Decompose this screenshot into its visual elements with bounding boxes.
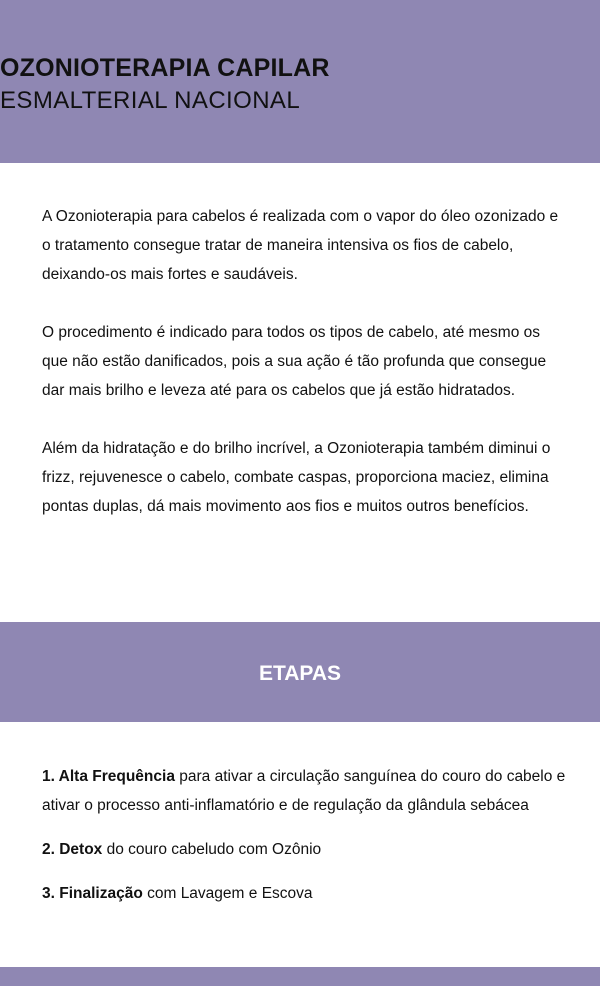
step-item-1 <box>42 762 570 820</box>
footer-banner <box>0 967 600 986</box>
step-text-1: para ativar a circulação sanguínea do couro do cabelo e ativar o processo anti-inflamatório e de regulação da glândula sebácea <box>42 768 566 814</box>
page-title: OZONIOTERAPIA CAPILAR <box>0 54 330 82</box>
step-label-2: 2. Detox <box>42 841 103 858</box>
intro-paragraph-2: O procedimento é indicado para todos os tipos de cabelo, até mesmo os que não estão danificados, pois a sua ação é tão profunda que consegue dar mais brilho e leveza até para os cabelos que já estão hidratados. <box>42 324 547 399</box>
intro-paragraph-3: Além da hidratação e do brilho incrível, a Ozonioterapia também diminui o frizz, rejuvenesce o cabelo, combate caspas, proporciona maciez, elimina pontas duplas, dá mais movimento aos fios e muitos outros benefícios. <box>42 440 551 515</box>
etapas-title: ETAPAS <box>258 662 342 685</box>
intro-section <box>42 202 570 550</box>
intro-paragraph-1: A Ozonioterapia para cabelos é realizada com o vapor do óleo ozonizado e o tratamento consegue tratar de maneira intensiva os fios de cabelo, deixando-os mais fortes e saudáveis. <box>42 208 559 283</box>
step-text-3: com Lavagem e Escova <box>142 885 313 902</box>
step-item-2 <box>42 835 570 864</box>
step-item-3 <box>42 879 570 908</box>
step-text-2: do couro cabeludo com Ozônio <box>102 841 322 858</box>
page-subtitle: ESMALTERIAL NACIONAL <box>0 87 301 114</box>
step-label-1: 1. Alta Frequência <box>42 768 175 785</box>
steps-list <box>42 762 570 923</box>
step-label-3: 3. Finalização <box>42 885 143 902</box>
